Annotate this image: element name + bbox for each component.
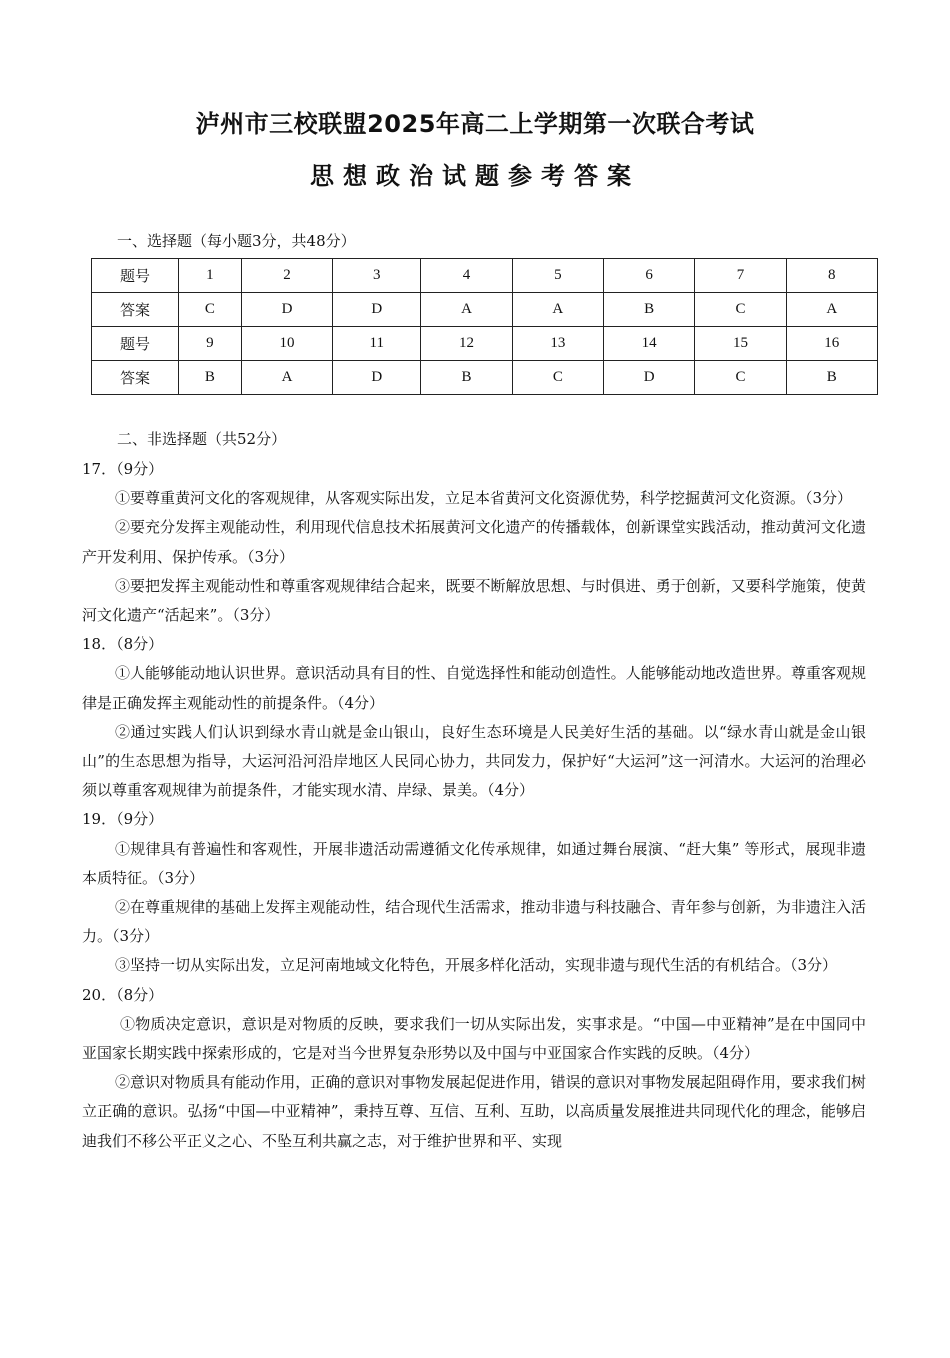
section-1-heading: 一、选择题（每小题3分，共48分） (117, 232, 356, 250)
answer-paragraph: ③要把发挥主观能动性和尊重客观规律结合起来，既要不断解放思想、与时俱进、勇于创新，又要科学施策，使黄河文化遗产“活起来”。（3分） (82, 576, 866, 625)
table-row (92, 327, 878, 361)
question-header: 18．（8分） (82, 635, 164, 654)
table-row (92, 361, 878, 395)
answer-cell: C (179, 293, 242, 327)
answer-table (91, 258, 878, 395)
section-2-heading: 二、非选择题（共52分） (117, 430, 287, 448)
answer-paragraph: ②在尊重规律的基础上发挥主观能动性，结合现代生活需求，推动非遗与科技融合、青年参与创新，为非遗注入活力。（3分） (82, 898, 866, 946)
answer-cell: A (512, 293, 603, 327)
question-number: 11 (333, 327, 421, 361)
row-label: 题号 (92, 259, 179, 293)
answer-paragraph: ②要充分发挥主观能动性，利用现代信息技术拓展黄河文化遗产的传播载体，创新课堂实践活动，推动黄河文化遗产开发利用、保护传承。（3分） (82, 518, 866, 566)
answer-key-title: 思想政治试题参考答案 (310, 162, 640, 190)
answer-cell: D (241, 293, 332, 327)
table-row (92, 259, 878, 293)
answer-cell: B (786, 361, 877, 395)
row-label: 答案 (92, 293, 179, 327)
question-number: 12 (421, 327, 512, 361)
question-number: 4 (421, 259, 512, 293)
question-header: 20．（8分） (82, 985, 164, 1004)
answer-cell: C (512, 361, 603, 395)
answer-cell: C (695, 293, 786, 327)
question-number: 7 (695, 259, 786, 293)
answer-paragraph: ①规律具有普遍性和客观性，开展非遗活动需遵循文化传承规律，如通过舞台展演、“赶大集” 等形式，展现非遗本质特征。（3分） (82, 839, 866, 887)
question-number: 10 (241, 327, 332, 361)
answer-cell: A (241, 361, 332, 395)
answer-cell: D (333, 293, 421, 327)
exam-title: 泸州市三校联盟2025年高二上学期第一次联合考试 (195, 110, 755, 138)
question-number: 16 (786, 327, 877, 361)
answer-cell: B (603, 293, 694, 327)
answer-body (82, 455, 866, 1156)
question-number: 14 (603, 327, 694, 361)
row-label: 题号 (92, 327, 179, 361)
answer-cell: B (179, 361, 242, 395)
question-number: 2 (241, 259, 332, 293)
question-number: 6 (603, 259, 694, 293)
answer-paragraph: ③坚持一切从实际出发，立足河南地域文化特色，开展多样化活动，实现非遗与现代生活的有机结合。（3分） (115, 956, 838, 975)
question-number: 8 (786, 259, 877, 293)
row-label: 答案 (92, 361, 179, 395)
answer-cell: A (786, 293, 877, 327)
answer-paragraph: ②意识对物质具有能动作用，正确的意识对事物发展起促进作用，错误的意识对事物发展起阻碍作用，要求我们树立正确的意识。弘扬“中国—中亚精神”，秉持互尊、互信、互利、互助，以高质量发展推进共同现代化的理念，能够启迪我们不移公平正义之心、不坠互利共赢之志，对于维护世界和平、实现 (82, 1073, 866, 1150)
answer-cell: C (695, 361, 786, 395)
answer-paragraph: ①要尊重黄河文化的客观规律，从客观实际出发，立足本省黄河文化资源优势，科学挖掘黄河文化资源。（3分） (115, 489, 853, 508)
answer-cell: D (603, 361, 694, 395)
answer-cell: B (421, 361, 512, 395)
question-number: 3 (333, 259, 421, 293)
answer-cell: D (333, 361, 421, 395)
answer-paragraph: ①人能够能动地认识世界。意识活动具有目的性、自觉选择性和能动创造性。人能够能动地改造世界。尊重客观规律是正确发挥主观能动性的前提条件。（4分） (82, 664, 866, 712)
answer-paragraph: ①物质决定意识，意识是对物质的反映，要求我们一切从实际出发，实事求是。“中国—中亚精神”是在中国同中亚国家长期实践中探索形成的，它是对当今世界复杂形势以及中国与中亚国家合作实践的反映。（4分） (82, 1014, 866, 1063)
question-number: 9 (179, 327, 242, 361)
question-number: 13 (512, 327, 603, 361)
question-header: 19．（9分） (82, 810, 164, 829)
answer-cell: A (421, 293, 512, 327)
question-header: 17．（9分） (82, 460, 164, 478)
question-number: 1 (179, 259, 242, 293)
question-number: 5 (512, 259, 603, 293)
table-row (92, 293, 878, 327)
answer-paragraph: ②通过实践人们认识到绿水青山就是金山银山，良好生态环境是人民美好生活的基础。以“绿水青山就是金山银山”的生态思想为指导，大运河沿河沿岸地区人民同心协力，共同发力，保护好“大运河”这一河清水。大运河的治理必须以尊重客观规律为前提条件，才能实现水清、岸绿、景美。（4分） (82, 722, 866, 800)
question-number: 15 (695, 327, 786, 361)
